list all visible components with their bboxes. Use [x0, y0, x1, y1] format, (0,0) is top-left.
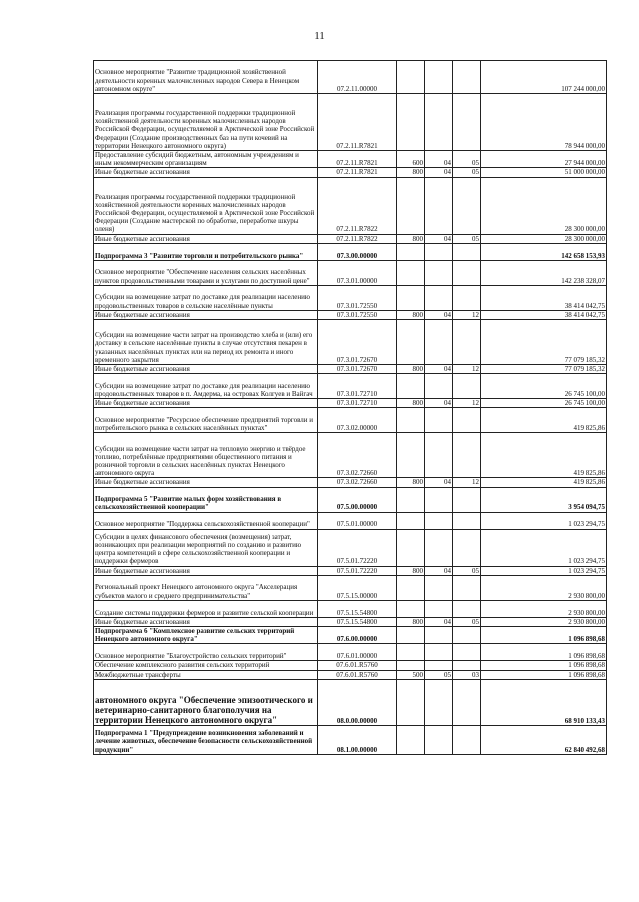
row-code-cell: 07.3.02.72660 — [318, 478, 397, 487]
row-section-cell — [425, 627, 453, 644]
row-amount-cell: 27 944 000,00 — [481, 151, 607, 168]
row-subsection-cell: 05 — [453, 168, 481, 177]
row-expense-type-cell — [397, 679, 425, 725]
table-row — [94, 487, 607, 512]
row-name-cell: Основное мероприятие "Поддержка сельскохозяйственной кооперации" — [94, 512, 318, 529]
row-section-cell — [425, 575, 453, 600]
row-amount-cell: 77 079 185,32 — [481, 320, 607, 365]
row-name-cell: Иные бюджетные ассигнования — [94, 234, 318, 243]
row-code-cell: 07.3.01.00000 — [318, 260, 397, 285]
row-section-cell — [425, 487, 453, 512]
row-amount-cell: 62 840 492,68 — [481, 725, 607, 754]
row-subsection-cell — [453, 487, 481, 512]
row-name-cell: Иные бюджетные ассигнования — [94, 478, 318, 487]
row-name-cell: Субсидии в целях финансового обеспечения (возмещения) затрат, возникающих при реализации мероприятий по созданию и развитию центра компетенций в сфере сельскохозяйственной кооперации и поддержки фермеров — [94, 529, 318, 566]
row-name-cell: Создание системы поддержки фермеров и развитие сельской кооперации — [94, 600, 318, 617]
table-row — [94, 151, 607, 168]
row-code-cell: 07.3.01.72670 — [318, 365, 397, 374]
row-amount-cell: 1 023 294,75 — [481, 512, 607, 529]
row-subsection-cell — [453, 600, 481, 617]
row-section-cell — [425, 529, 453, 566]
row-amount-cell: 142 238 328,07 — [481, 260, 607, 285]
row-expense-type-cell: 800 — [397, 168, 425, 177]
row-expense-type-cell — [397, 177, 425, 234]
row-amount-cell: 26 745 100,00 — [481, 399, 607, 408]
row-subsection-cell — [453, 433, 481, 478]
table-row — [94, 512, 607, 529]
row-subsection-cell — [453, 243, 481, 260]
table-row — [94, 399, 607, 408]
row-subsection-cell — [453, 644, 481, 661]
row-subsection-cell: 05 — [453, 151, 481, 168]
row-name-cell: Основное мероприятие "Ресурсное обеспечение предприятий торговли и потребительского рынка в сельских населённых пунктах" — [94, 408, 318, 433]
row-subsection-cell — [453, 529, 481, 566]
row-code-cell: 07.5.15.00000 — [318, 575, 397, 600]
row-section-cell — [425, 408, 453, 433]
row-name-cell: Реализация программы государственной поддержки традиционной хозяйственной деятельности коренных малочисленных народов Российской Федерации, осуществляемой в Арктической зоне Российской Федерации (Создание мастерской по обработке, переработке шкуры оленя) — [94, 177, 318, 234]
table-row — [94, 529, 607, 566]
row-expense-type-cell: 600 — [397, 151, 425, 168]
row-amount-cell: 78 944 000,00 — [481, 94, 607, 151]
row-name-cell: Подпрограмма 5 "Развитие малых форм хозяйствования в сельскохозяйственной кооперации" — [94, 487, 318, 512]
row-amount-cell: 38 414 042,75 — [481, 310, 607, 319]
table-row — [94, 575, 607, 600]
table-row — [94, 627, 607, 644]
row-code-cell: 07.2.11.R7822 — [318, 234, 397, 243]
row-section-cell — [425, 600, 453, 617]
row-amount-cell: 1 096 898,68 — [481, 644, 607, 661]
row-amount-cell: 51 000 000,00 — [481, 168, 607, 177]
row-amount-cell: 68 910 133,43 — [481, 679, 607, 725]
row-section-cell — [425, 725, 453, 754]
row-expense-type-cell — [397, 725, 425, 754]
row-section-cell: 04 — [425, 399, 453, 408]
row-name-cell: автономного округа "Обеспечение эпизоотического и ветеринарно-санитарного благополучия на территории Ненецкого автономного округа" — [94, 679, 318, 725]
row-expense-type-cell — [397, 512, 425, 529]
row-subsection-cell: 05 — [453, 234, 481, 243]
budget-table — [93, 60, 607, 755]
row-section-cell: 04 — [425, 617, 453, 626]
row-amount-cell: 1 096 898,68 — [481, 661, 607, 670]
row-code-cell: 07.5.15.54800 — [318, 600, 397, 617]
row-subsection-cell — [453, 61, 481, 94]
row-code-cell: 07.3.01.72710 — [318, 374, 397, 399]
row-amount-cell: 107 244 000,00 — [481, 61, 607, 94]
row-section-cell: 04 — [425, 151, 453, 168]
row-code-cell: 07.3.01.72550 — [318, 310, 397, 319]
table-row — [94, 725, 607, 754]
row-expense-type-cell — [397, 644, 425, 661]
table-row — [94, 94, 607, 151]
row-subsection-cell: 12 — [453, 478, 481, 487]
row-subsection-cell — [453, 512, 481, 529]
row-expense-type-cell — [397, 627, 425, 644]
row-expense-type-cell: 500 — [397, 670, 425, 679]
table-row — [94, 243, 607, 260]
row-expense-type-cell: 800 — [397, 234, 425, 243]
row-expense-type-cell — [397, 374, 425, 399]
table-row — [94, 61, 607, 94]
row-subsection-cell — [453, 177, 481, 234]
row-expense-type-cell — [397, 408, 425, 433]
table-row — [94, 365, 607, 374]
row-amount-cell: 3 954 094,75 — [481, 487, 607, 512]
row-subsection-cell — [453, 725, 481, 754]
row-subsection-cell — [453, 285, 481, 310]
row-amount-cell: 28 300 000,00 — [481, 177, 607, 234]
row-expense-type-cell — [397, 320, 425, 365]
row-expense-type-cell: 800 — [397, 566, 425, 575]
row-name-cell: Иные бюджетные ассигнования — [94, 168, 318, 177]
row-amount-cell: 28 300 000,00 — [481, 234, 607, 243]
row-subsection-cell — [453, 408, 481, 433]
row-code-cell: 07.6.01.00000 — [318, 644, 397, 661]
row-name-cell: Иные бюджетные ассигнования — [94, 617, 318, 626]
row-amount-cell: 2 930 800,00 — [481, 617, 607, 626]
row-amount-cell: 1 096 898,68 — [481, 670, 607, 679]
row-expense-type-cell — [397, 487, 425, 512]
table-row — [94, 600, 607, 617]
row-amount-cell: 26 745 100,00 — [481, 374, 607, 399]
row-code-cell: 07.6.01.R5760 — [318, 661, 397, 670]
table-row — [94, 320, 607, 365]
table-row — [94, 661, 607, 670]
row-code-cell: 07.5.01.72220 — [318, 529, 397, 566]
row-expense-type-cell — [397, 260, 425, 285]
row-code-cell: 07.6.01.R5760 — [318, 670, 397, 679]
row-expense-type-cell — [397, 61, 425, 94]
row-section-cell — [425, 644, 453, 661]
table-row — [94, 478, 607, 487]
row-amount-cell: 2 930 800,00 — [481, 575, 607, 600]
table-row — [94, 310, 607, 319]
row-section-cell — [425, 512, 453, 529]
row-expense-type-cell — [397, 661, 425, 670]
row-expense-type-cell — [397, 243, 425, 260]
row-subsection-cell — [453, 661, 481, 670]
row-section-cell — [425, 243, 453, 260]
table-row — [94, 679, 607, 725]
row-name-cell: Подпрограмма 3 "Развитие торговли и потребительского рынка" — [94, 243, 318, 260]
row-subsection-cell — [453, 260, 481, 285]
row-name-cell: Основное мероприятие "Развитие традиционной хозяйственной деятельности коренных малочисленных народов Севера в Ненецком автономном округе" — [94, 61, 318, 94]
row-amount-cell: 2 930 800,00 — [481, 600, 607, 617]
row-subsection-cell: 12 — [453, 365, 481, 374]
row-name-cell: Субсидии на возмещение части затрат на тепловую энергию и твёрдое топливо, потреблённые предприятиями общественного питания и розничной торговли в сельских населённых пунктах Ненецкого автономного округа — [94, 433, 318, 478]
row-expense-type-cell: 800 — [397, 310, 425, 319]
row-code-cell: 07.2.11.R7821 — [318, 168, 397, 177]
row-section-cell — [425, 94, 453, 151]
row-subsection-cell: 05 — [453, 566, 481, 575]
row-expense-type-cell — [397, 600, 425, 617]
table-row — [94, 670, 607, 679]
table-row — [94, 566, 607, 575]
row-amount-cell: 142 658 153,93 — [481, 243, 607, 260]
row-subsection-cell — [453, 94, 481, 151]
row-expense-type-cell: 800 — [397, 365, 425, 374]
row-amount-cell: 1 023 294,75 — [481, 529, 607, 566]
row-subsection-cell — [453, 575, 481, 600]
row-subsection-cell: 03 — [453, 670, 481, 679]
row-amount-cell: 38 414 042,75 — [481, 285, 607, 310]
row-section-cell — [425, 374, 453, 399]
row-expense-type-cell: 800 — [397, 617, 425, 626]
row-section-cell: 04 — [425, 310, 453, 319]
row-section-cell — [425, 177, 453, 234]
row-subsection-cell — [453, 627, 481, 644]
row-section-cell: 04 — [425, 234, 453, 243]
table-row — [94, 374, 607, 399]
row-name-cell: Реализация программы государственной поддержки традиционной хозяйственной деятельности коренных малочисленных народов Российской Федерации, осуществляемой в Арктической зоне Российской Федерации (Создание производственных баз на пути кочевий на территории Ненецкого автономного округа) — [94, 94, 318, 151]
row-code-cell: 07.3.01.72550 — [318, 285, 397, 310]
row-code-cell: 07.2.11.R7822 — [318, 177, 397, 234]
row-amount-cell: 1 023 294,75 — [481, 566, 607, 575]
row-subsection-cell — [453, 374, 481, 399]
row-code-cell: 07.6.00.00000 — [318, 627, 397, 644]
budget-table-body — [94, 61, 607, 755]
row-subsection-cell: 05 — [453, 617, 481, 626]
row-section-cell — [425, 285, 453, 310]
row-code-cell: 07.3.02.72660 — [318, 433, 397, 478]
row-name-cell: Субсидии на возмещение затрат по доставке для реализации населению продовольственных товаров в сельские населённые пункты — [94, 285, 318, 310]
row-name-cell: Основное мероприятие "Благоустройство сельских территорий" — [94, 644, 318, 661]
table-row — [94, 644, 607, 661]
table-row — [94, 260, 607, 285]
row-code-cell: 07.2.11.R7821 — [318, 94, 397, 151]
row-code-cell: 08.0.00.00000 — [318, 679, 397, 725]
row-name-cell: Предоставление субсидий бюджетным, автономным учреждениям и иным некоммерческим организациям — [94, 151, 318, 168]
row-code-cell: 07.5.01.00000 — [318, 512, 397, 529]
row-expense-type-cell — [397, 575, 425, 600]
row-subsection-cell: 12 — [453, 399, 481, 408]
row-expense-type-cell: 800 — [397, 478, 425, 487]
row-code-cell: 07.2.11.00000 — [318, 61, 397, 94]
row-code-cell: 07.3.00.00000 — [318, 243, 397, 260]
row-amount-cell: 1 096 898,68 — [481, 627, 607, 644]
row-section-cell — [425, 320, 453, 365]
table-row — [94, 177, 607, 234]
row-amount-cell: 77 079 185,32 — [481, 365, 607, 374]
row-section-cell — [425, 433, 453, 478]
row-code-cell: 07.3.01.72670 — [318, 320, 397, 365]
row-subsection-cell — [453, 679, 481, 725]
row-expense-type-cell: 800 — [397, 399, 425, 408]
row-amount-cell: 419 825,86 — [481, 433, 607, 478]
row-subsection-cell — [453, 320, 481, 365]
row-name-cell: Субсидии на возмещение затрат по доставке для реализации населению продовольственных товаров в п. Амдерма, на островах Колгуев и Вайгач — [94, 374, 318, 399]
row-name-cell: Субсидии на возмещение части затрат на производство хлеба и (или) его доставку в сельские населённые пункты в случае отсутствия пекарен в указанных населённых пунктах или на период их ремонта и иного временного закрытия — [94, 320, 318, 365]
row-name-cell: Иные бюджетные ассигнования — [94, 566, 318, 575]
row-section-cell: 04 — [425, 168, 453, 177]
row-section-cell — [425, 661, 453, 670]
row-expense-type-cell — [397, 433, 425, 478]
row-name-cell: Обеспечение комплексного развития сельских территорий — [94, 661, 318, 670]
row-name-cell: Иные бюджетные ассигнования — [94, 310, 318, 319]
row-name-cell: Иные бюджетные ассигнования — [94, 365, 318, 374]
row-name-cell: Подпрограмма 6 "Комплексное развитие сельских территорий Ненецкого автономного округа" — [94, 627, 318, 644]
row-code-cell: 07.5.00.00000 — [318, 487, 397, 512]
table-row — [94, 285, 607, 310]
row-expense-type-cell — [397, 529, 425, 566]
row-section-cell — [425, 61, 453, 94]
table-row — [94, 168, 607, 177]
row-section-cell — [425, 679, 453, 725]
row-section-cell: 04 — [425, 566, 453, 575]
row-amount-cell: 419 825,86 — [481, 408, 607, 433]
table-row — [94, 433, 607, 478]
table-row — [94, 617, 607, 626]
row-code-cell: 07.3.02.00000 — [318, 408, 397, 433]
row-expense-type-cell — [397, 285, 425, 310]
row-amount-cell: 419 825,86 — [481, 478, 607, 487]
row-code-cell: 07.2.11.R7821 — [318, 151, 397, 168]
row-subsection-cell: 12 — [453, 310, 481, 319]
row-section-cell: 04 — [425, 365, 453, 374]
row-code-cell: 08.1.00.00000 — [318, 725, 397, 754]
row-code-cell: 07.3.01.72710 — [318, 399, 397, 408]
row-section-cell: 04 — [425, 478, 453, 487]
row-name-cell: Региональный проект Ненецкого автономного округа "Акселерация субъектов малого и среднего предпринимательства" — [94, 575, 318, 600]
table-row — [94, 234, 607, 243]
page-number: 11 — [314, 30, 325, 42]
row-section-cell: 05 — [425, 670, 453, 679]
row-code-cell: 07.5.01.72220 — [318, 566, 397, 575]
row-expense-type-cell — [397, 94, 425, 151]
row-section-cell — [425, 260, 453, 285]
row-name-cell: Подпрограмма 1 "Предупреждение возникновения заболеваний и лечение животных, обеспечение безопасности сельскохозяйственной продукции" — [94, 725, 318, 754]
row-name-cell: Иные бюджетные ассигнования — [94, 399, 318, 408]
row-name-cell: Межбюджетные трансферты — [94, 670, 318, 679]
row-name-cell: Основное мероприятие "Обеспечение населения сельских населённых пунктов продовольственными товарами и услугами по доступной цене" — [94, 260, 318, 285]
table-row — [94, 408, 607, 433]
row-code-cell: 07.5.15.54800 — [318, 617, 397, 626]
